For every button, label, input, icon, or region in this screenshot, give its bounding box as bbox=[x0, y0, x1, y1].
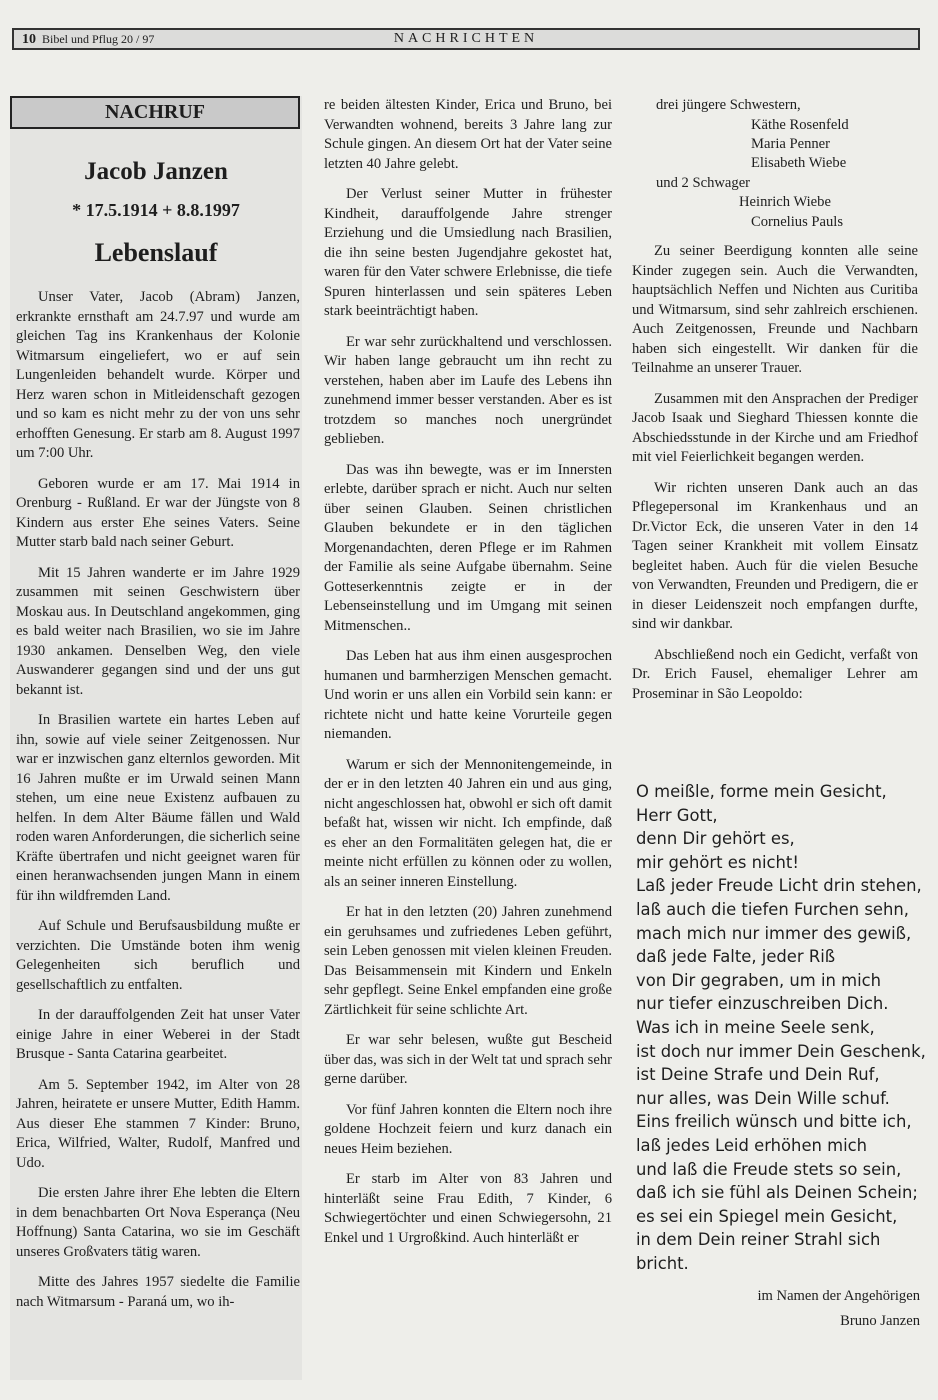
poem-line: daß jede Falte, jeder Riß bbox=[636, 947, 836, 967]
poem-line: ist doch nur immer Dein Geschenk, bbox=[636, 1041, 926, 1061]
life-dates: * 17.5.1914 + 8.8.1997 bbox=[72, 200, 240, 220]
family-mid: und 2 Schwager bbox=[656, 175, 751, 191]
family-member: Heinrich Wiebe bbox=[739, 194, 831, 210]
column-3 bbox=[632, 242, 918, 715]
column-2 bbox=[324, 96, 612, 1259]
paragraph: Auf Schule und Berufsausbildung mußte er verzichten. Die Umstände boten ihm wenig Gelegenheiten sich beruflich und gesellschaftlich zu entfalten. bbox=[16, 918, 300, 993]
paragraph: Zusammen mit den Ansprachen der Prediger Jacob Isaak und Sieghard Thiessen konnte die Abschiedsstunde in der Kirche und am Friedhof mit viel Feierlichkeit begangen werden. bbox=[632, 390, 918, 465]
poem-line: ist Deine Strafe und Dein Ruf, bbox=[636, 1065, 880, 1085]
paragraph: Zu seiner Beerdigung konnten alle seine Kinder zugegen sein. Auch die Verwandten, hauptsächlich Neffen und Nichten aus Curitiba und Witmarsum, sind sehr zahlreich erschienen. Auch Zeitgenossen, Freunde und Nachbarn haben sich eingestellt. Wir danken für die Teilnahme an unserer Trauer. bbox=[632, 243, 918, 376]
family-member: Elisabeth Wiebe bbox=[751, 155, 847, 171]
paragraph: Warum er sich der Mennonitengemeinde, in der er in den letzten 40 Jahren ein und aus ging, nicht angeschlossen hat, obwohl er sich oft damit befaßt hat, wissen wir nicht. Ich empfinde, daß es eher an den Formalitäten gelegen hat, die er meinte nicht erfüllen zu können oder zu wollen, als an seiner inneren Einstellung. bbox=[324, 756, 612, 890]
page-number: 10 bbox=[22, 32, 36, 47]
poem bbox=[636, 780, 926, 1275]
paragraph: In Brasilien wartete ein hartes Leben auf ihn, sowie auf viele seiner Zeitgenossen. Nur war er inzwischen ganz elternlos geworden. Mit 16 Jahren mußte er im Urwald seinen Mann stehen, um eine neue Existenz aufbauen zu helfen. In dem Alter Bäume fällen und Wald roden waren Anforderungen, die sicherlich seine Kräfte übertrafen und nicht geeignet waren für einen heranwachsenden jungen Mann in einem für ihn wildfremden Land. bbox=[16, 712, 300, 904]
paragraph: Er war sehr zurückhaltend und verschlossen. Wir haben lange gebraucht um ihn recht zu verstehen, haben aber im Laufe des Lebens ihn zunehmend immer besser verstanden. Aber es ist trotzdem so manches noch unergründet geblieben. bbox=[324, 333, 612, 447]
poem-line: laß auch die tiefen Furchen sehn, bbox=[636, 899, 909, 919]
family-member: Käthe Rosenfeld bbox=[751, 117, 849, 133]
paragraph: Das was ihn bewegte, was er im Innersten erlebte, darüber sprach er nicht. Auch nur selten über seinen Glauben. Seinen christlichen Glauben bekundete er in den täglichen Morgenandachten, deren Pflege er im Rahmen der Familie als seine Aufgabe übernahm. Seine Gotteserkenntnis zeigte er in der Lebenseinstellung und im Umgang mit seinen Mitmenschen.. bbox=[324, 461, 612, 634]
poem-line: laß jedes Leid erhöhen mich bbox=[636, 1135, 868, 1155]
poem-line: denn Dir gehört es, bbox=[636, 829, 795, 849]
paragraph: Er war sehr belesen, wußte gut Bescheid über das, was sich in der Welt tat und sprach sehr gerne darüber. bbox=[324, 1032, 612, 1087]
poem-line: Herr Gott, bbox=[636, 805, 718, 825]
deceased-name: Jacob Janzen bbox=[84, 158, 228, 185]
poem-line: von Dir gegraben, um in mich bbox=[636, 970, 882, 990]
poem-line: daß ich sie fühl als Deinen Schein; bbox=[636, 1183, 918, 1203]
paragraph: Vor fünf Jahren konnten die Eltern noch ihre goldene Hochzeit feiern und kurz danach ein neues Heim beziehen. bbox=[324, 1101, 612, 1157]
paragraph: In der darauffolgenden Zeit hat unser Vater einige Jahre in einer Weberei in der Stadt Brusque - Santa Catarina gearbeitet. bbox=[16, 1007, 300, 1062]
section-title: NACHRICHTEN bbox=[393, 31, 539, 46]
paragraph: Die ersten Jahre ihrer Ehe lebten die Eltern in dem benachbarten Ort Nova Esperança (Neu Hoffnung) Santa Catarina, wo sie im Geschäft unseres Großvaters tätig waren. bbox=[16, 1185, 300, 1260]
family-member: Cornelius Pauls bbox=[751, 214, 844, 230]
poem-line: nur alles, was Dein Wille schuf. bbox=[636, 1088, 890, 1108]
nachruf-label: NACHRUF bbox=[10, 96, 300, 129]
signature-line: im Namen der Angehörigen bbox=[757, 1288, 920, 1304]
paragraph: Geboren wurde er am 17. Mai 1914 in Orenburg - Rußland. Er war der Jüngste von 8 Kindern aus erster Ehe seines Vaters. Seine Mutter starb bald nach seiner Geburt. bbox=[16, 475, 300, 550]
poem-line: Eins freilich wünsch und bitte ich, bbox=[636, 1112, 912, 1132]
family-intro: drei jüngere Schwestern, bbox=[656, 97, 801, 113]
poem-line: in dem Dein reiner Strahl sich bbox=[636, 1230, 881, 1250]
publication-name: Bibel und Pflug 20 / 97 bbox=[42, 32, 155, 46]
paragraph: Mitte des Jahres 1957 siedelte die Familie nach Witmarsum - Paraná um, wo ih- bbox=[16, 1274, 300, 1310]
paragraph: Der Verlust seiner Mutter in frühester Kindheit, darauffolgende Jahre strenger Erziehung und die Umsiedlung nach Brasilien, die ihn seine besten Jugendjahre gekostet hat, waren für den Vater schwere Erlebnisse, die tiefe Spuren hinterlassen und sein späteres Leben stark beeinträchtigt haben. bbox=[324, 186, 612, 319]
paragraph: Er starb im Alter von 83 Jahren und hinterläßt seine Frau Edith, 7 Kinder, 6 Schwiegertöchter und einen Schwiegersohn, 21 Enkel und 1 Urgroßkind. Auch hinterläßt er bbox=[324, 1171, 612, 1246]
paragraph: re beiden ältesten Kinder, Erica und Bruno, bei Verwandten wohnend, bereits 3 Jahre lang zur Schule gingen. An diesem Ort hat der Vater seine letzten 40 Jahre gelebt. bbox=[324, 97, 612, 172]
paragraph: Unser Vater, Jacob (Abram) Janzen, erkrankte ernsthaft am 24.7.97 und wurde am gleichen Tag ins Krankenhaus der Kolonie Witmarsum eingeliefert, wo er auf sein Lungenleiden behandelt wurde. Körper und Herz waren schon in Mitleidenschaft gezogen und so kam es nicht mehr zu der von uns sehr erhofften Genesung. Er starb am 8. August 1997 um 7:00 Uhr. bbox=[16, 289, 300, 461]
family-member: Maria Penner bbox=[751, 136, 831, 152]
paragraph: Das Leben hat aus ihm einen ausgesprochen humanen und barmherzigen Menschen gemacht. Und worin er uns allen ein Vorbild sein kann: er richtete nicht und hatte keine Vorurteile gegen niemanden. bbox=[324, 648, 612, 742]
paragraph: Mit 15 Jahren wanderte er im Jahre 1929 zusammen mit seinen Geschwistern über Moskau aus. In Deutschland angekommen, ging es bald weiter nach Brasilien, wo sie im Jahre 1930 ankamen. Denselben Weg, den viele Auswanderer gegangen sind und der uns gut bekannt ist. bbox=[16, 564, 300, 698]
poem-line: Laß jeder Freude Licht drin stehen, bbox=[636, 876, 922, 896]
poem-line: Was ich in meine Seele senk, bbox=[636, 1017, 875, 1037]
column-1 bbox=[16, 288, 300, 1323]
poem-line: bricht. bbox=[636, 1253, 689, 1273]
page-header bbox=[12, 28, 920, 50]
paragraph: Er hat in den letzten (20) Jahren zunehmend ein geruhsames und zufriedenes Leben geführt, sein Leben genossen mit vielen kleinen Freuden. Das Beisammensein mit Kindern und Enkeln sehr gepflegt. Seine Enkel empfanden eine große Zärtlichkeit für seine schlichte Art. bbox=[324, 904, 612, 1018]
poem-line: und laß die Freude stets so sein, bbox=[636, 1159, 902, 1179]
poem-line: es sei ein Spiegel mein Gesicht, bbox=[636, 1206, 898, 1226]
poem-line: mir gehört es nicht! bbox=[636, 852, 799, 872]
poem-line: mach mich nur immer des gewiß, bbox=[636, 923, 912, 943]
poem-line: O meißle, forme mein Gesicht, bbox=[636, 782, 887, 801]
paragraph: Wir richten unseren Dank auch an das Pflegepersonal im Krankenhaus und an Dr.Victor Eck, die unseren Vater in den 14 Tagen seiner Krankheit mit vollem Einsatz begleitet haben. Auch für die vielen Besuche von Verwandten, Freunden und Predigern, die er in dieser Leidenszeit noch empfangen durfte, sind wir dankbar. bbox=[632, 479, 918, 632]
signature-name: Bruno Janzen bbox=[840, 1313, 920, 1329]
lebenslauf-heading: Lebenslauf bbox=[94, 238, 218, 267]
poem-line: nur tiefer einzuschreiben Dich. bbox=[636, 994, 889, 1014]
paragraph: Abschließend noch ein Gedicht, verfaßt von Dr. Erich Fausel, ehemaliger Lehrer am Proseminar in São Leopoldo: bbox=[632, 646, 918, 702]
paragraph: Am 5. September 1942, im Alter von 28 Jahren, heiratete er unsere Mutter, Edith Hamm. Aus dieser Ehe stammen 7 Kinder: Bruno, Erica, Wilfried, Walter, Rudolf, Manfred und Udo. bbox=[16, 1076, 300, 1171]
